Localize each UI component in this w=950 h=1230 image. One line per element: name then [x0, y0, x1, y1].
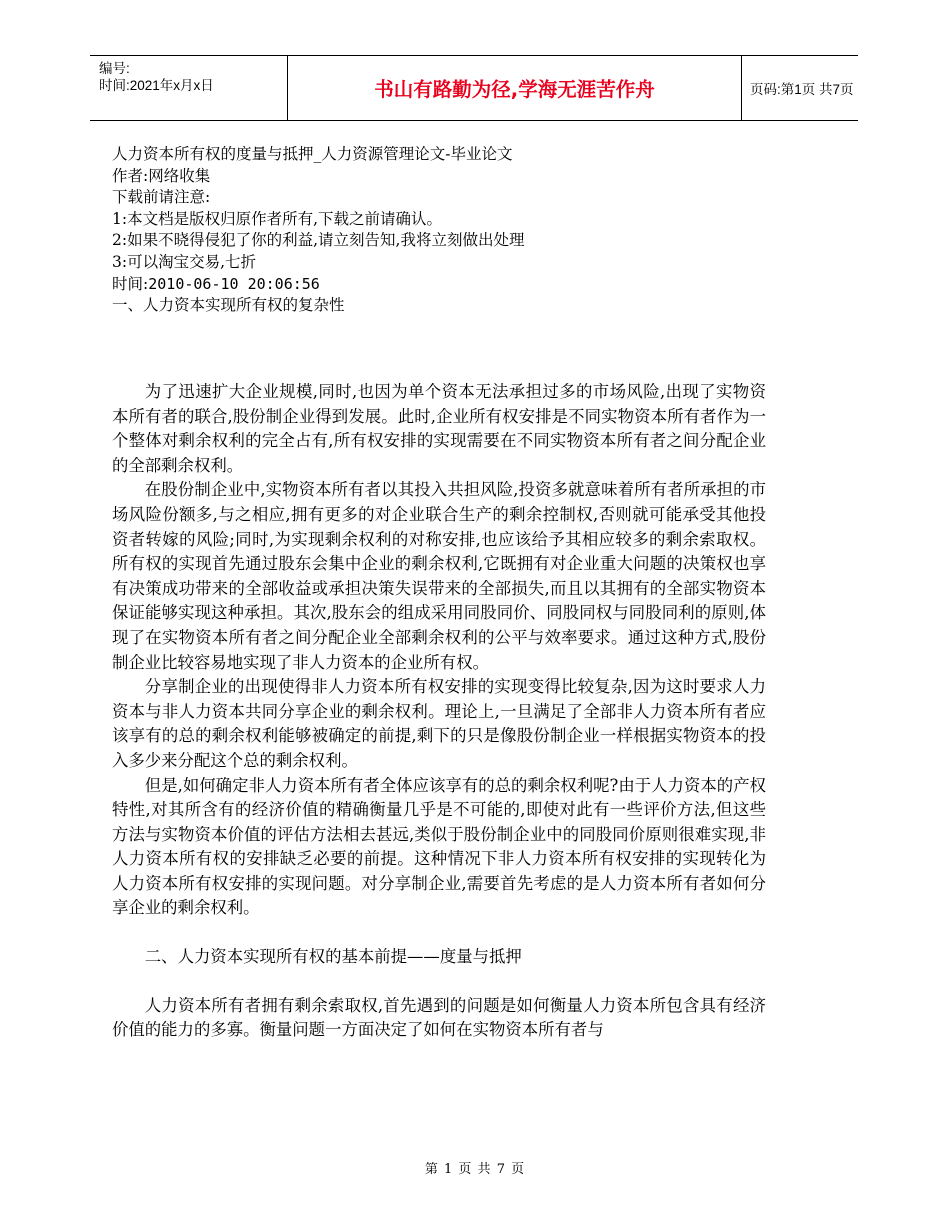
- time-line-value: 2010-06-10 20:06:56: [148, 274, 320, 293]
- notice-item-3: 3:可以淘宝交易,七折: [112, 252, 257, 271]
- notice-item-1: 1:本文档是版权归原作者所有,下载之前请确认。: [112, 209, 443, 228]
- header-info-cell: [90, 56, 287, 120]
- page-footer: 第 1 页 共 7 页: [424, 1162, 526, 1177]
- spacer: [112, 921, 766, 945]
- section-heading-1: 一、人力资本实现所有权的复杂性: [112, 296, 345, 315]
- time-line-label: 时间:: [112, 274, 149, 293]
- author-line: 作者:网络收集: [112, 166, 211, 185]
- time-label: 时间:2021年x月x日: [99, 78, 214, 93]
- document-body: [112, 380, 766, 1043]
- document-header: [90, 55, 858, 121]
- notice-title: 下载前请注意:: [112, 188, 211, 207]
- section-heading-2: 二、人力资本实现所有权的基本前提——度量与抵押: [144, 947, 522, 967]
- time-line: [112, 274, 762, 296]
- paragraph-2: 在股份制企业中,实物资本所有者以其投入共担风险,投资多就意味着所有者所承担的市场风险份额多,与之相应,拥有更多的对企业联合生产的剩余控制权,否则就可能承受其他投资者转嫁的风险;同时,为实现剩余权利的对称安排,也应该给予其相应较多的剩余索取权。所有权的实现首先通过股东会集中企业的剩余权利,它既拥有对企业重大问题的决策权也享有决策成功带来的全部收益或承担决策失误带来的全部损失,而且以其拥有的全部实物资本保证能够实现这种承担。其次,股东会的组成采用同股同价、同股同权与同股同利的原则,体现了在实物资本所有者之间分配企业全部剩余权利的公平与效率要求。通过这种方式,股份制企业比较容易地实现了非人力资本的企业所有权。: [112, 480, 766, 672]
- paragraph-1: 为了迅速扩大企业规模,同时,也因为单个资本无法承担过多的市场风险,出现了实物资本所有者的联合,股份制企业得到发展。此时,企业所有权安排是不同实物资本所有者作为一个整体对剩余权利的完全占有,所有权安排的实现需要在不同实物资本所有者之间分配企业的全部剩余权利。: [112, 382, 766, 475]
- document-title: 人力资本所有权的度量与抵押_人力资源管理论文-毕业论文: [112, 145, 513, 163]
- spacer: [112, 970, 766, 994]
- paragraph-4: 但是,如何确定非人力资本所有者全体应该享有的总的剩余权利呢?由于人力资本的产权特性,对其所含有的经济价值的精确衡量几乎是不可能的,即使对此有一些评价方法,但这些方法与实物资本价值的评估方法相去甚远,类似于股份制企业中的同股同价原则很难实现,非人力资本所有权的安排缺乏必要的前提。这种情况下非人力资本所有权安排的实现转化为人力资本所有权安排的实现问题。对分享制企业,需要首先考虑的是人力资本所有者如何分享企业的剩余权利。: [112, 775, 766, 918]
- header-motto: 书山有路勤为径,学海无涯苦作舟: [287, 56, 742, 120]
- header-page-info: 页码:第1页 共7页: [750, 82, 854, 97]
- number-label: 编号:: [99, 61, 130, 76]
- paragraph-5: 人力资本所有者拥有剩余索取权,首先遇到的问题是如何衡量人力资本所包含具有经济价值的能力的多寡。衡量问题一方面决定了如何在实物资本所有者与: [112, 995, 766, 1040]
- document-meta: [112, 144, 762, 317]
- notice-item-2: 2:如果不晓得侵犯了你的利益,请立刻告知,我将立刻做出处理: [112, 231, 525, 250]
- paragraph-3: 分享制企业的出现使得非人力资本所有权安排的实现变得比较复杂,因为这时要求人力资本与非人力资本共同分享企业的剩余权利。理论上,一旦满足了全部非人力资本所有者应该享有的总的剩余权利能够被确定的前提,剩下的只是像股份制企业一样根据实物资本的投入多少来分配这个总的剩余权利。: [112, 677, 766, 770]
